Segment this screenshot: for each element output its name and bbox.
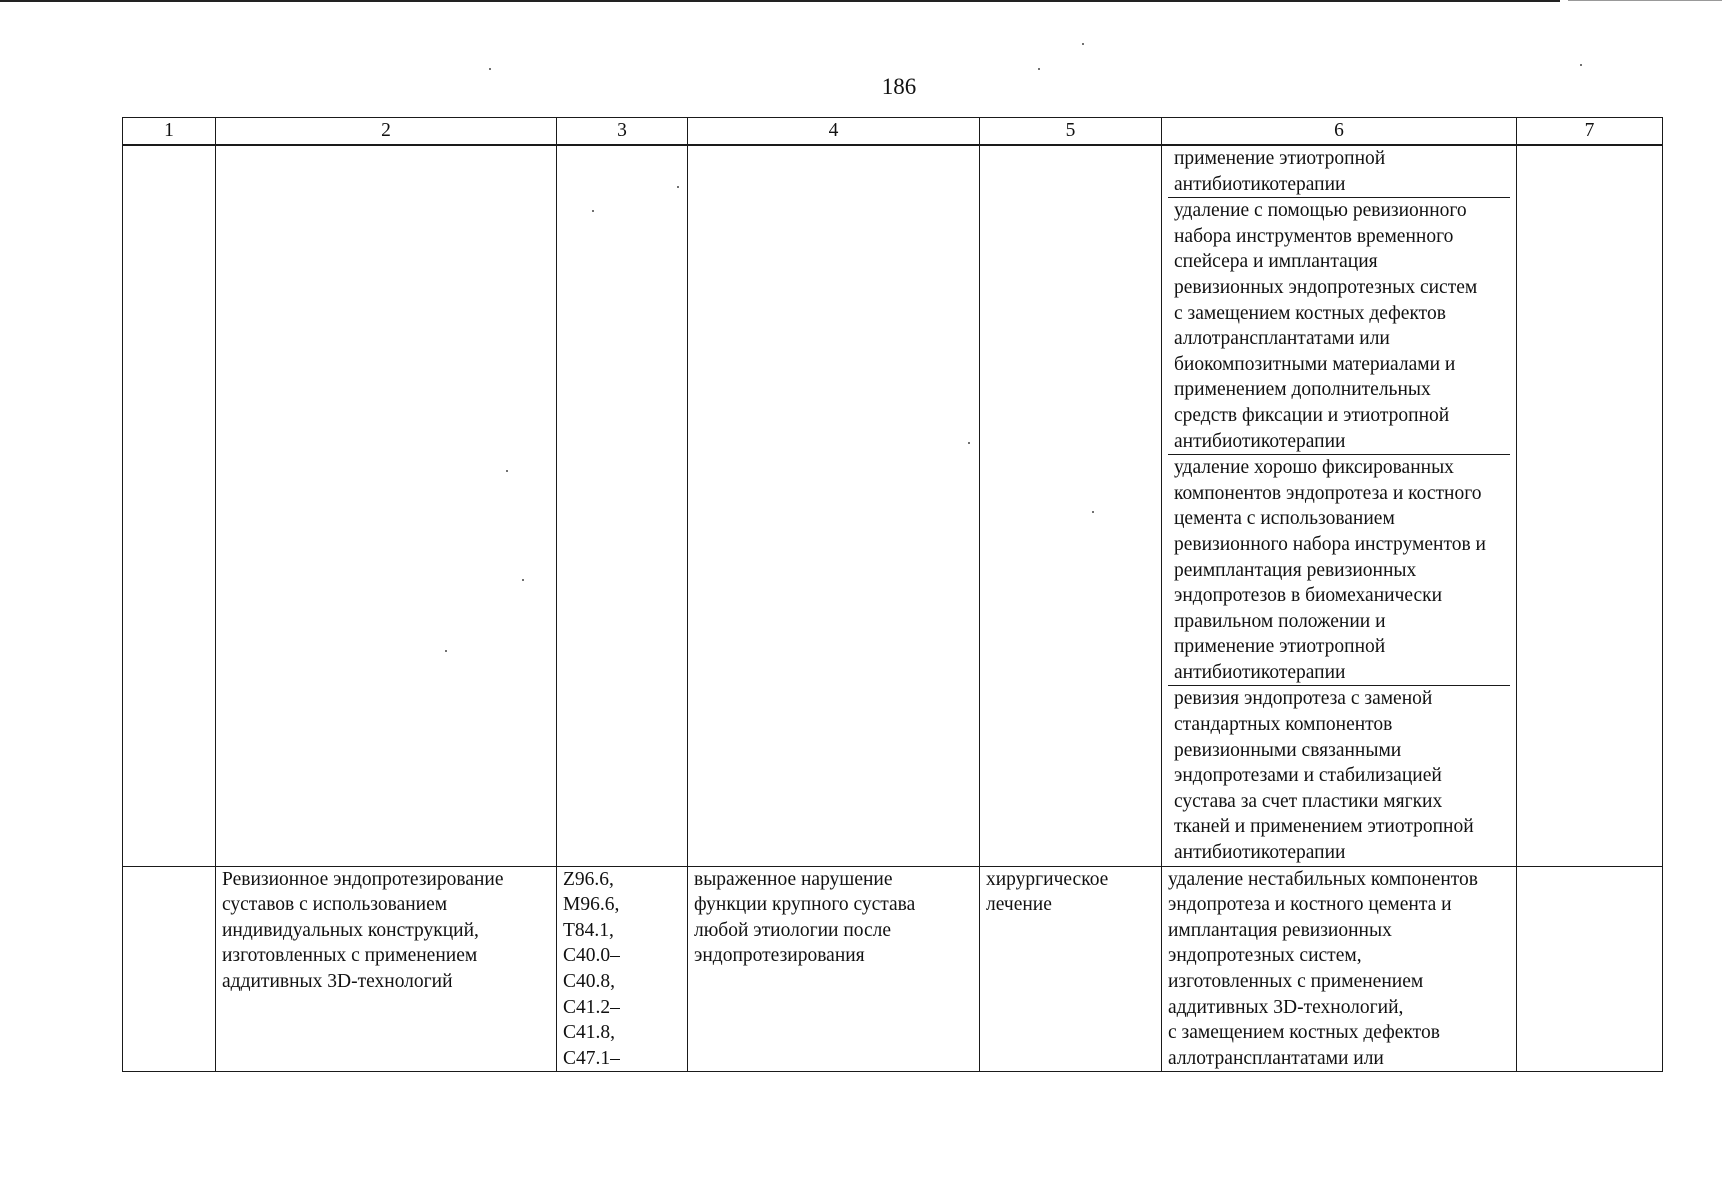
scan-speck <box>506 470 508 472</box>
cell-col-7 <box>1517 145 1663 866</box>
treatment-type: хирургическое лечение <box>986 868 1109 916</box>
header-col-6: 6 <box>1162 118 1517 146</box>
cell-col-4 <box>688 145 980 866</box>
treatment-method-list <box>1168 146 1510 866</box>
header-col-7: 7 <box>1517 118 1663 146</box>
cell-col-6-treatments <box>1162 145 1517 866</box>
diagnosis: выраженное нарушение функции крупного сустава любой этиологии после эндопротезирования <box>694 868 916 967</box>
cell-col-3 <box>557 145 688 866</box>
scan-speck <box>1580 64 1582 66</box>
header-col-5: 5 <box>980 118 1162 146</box>
cell-col-3-icd-codes <box>557 866 688 1072</box>
procedure-name: Ревизионное эндопротезирование суставов с использованием индивидуальных конструкций, изготовленных с применением аддитивных 3D-технологий <box>222 868 504 992</box>
icd-codes: Z96.6, M96.6, T84.1, C40.0– C40.8, C41.2– C41.8, C47.1– <box>563 868 620 1069</box>
procedures-table <box>122 117 1663 1072</box>
treatment-method-item: удаление хорошо фиксированных компонентов эндопротеза и костного цемента с использованием ревизионного набора инструментов и реимплантация ревизионных эндопротезов в биомеханически правильном положении и применение этиотропной антибиотикотерапии <box>1168 455 1510 686</box>
treatment-method: удаление нестабильных компонентов эндопротеза и костного цемента и имплантация ревизионных эндопротезных систем, изготовленных с применением аддитивных 3D-технологий, с замещением костных дефектов аллотрансплантатами или <box>1168 868 1478 1069</box>
cell-col-4-diagnosis <box>688 866 980 1072</box>
cell-col-2 <box>216 145 557 866</box>
header-col-2: 2 <box>216 118 557 146</box>
scan-speck <box>1038 68 1040 70</box>
treatment-method-item: применение этиотропной антибиотикотерапии <box>1168 146 1510 198</box>
cell-col-2-procedure-name <box>216 866 557 1072</box>
scan-speck <box>1092 511 1094 513</box>
cell-col-5-treatment-type <box>980 866 1162 1072</box>
table-header-row <box>123 118 1663 146</box>
scan-speck <box>677 186 679 188</box>
table-row-revision-3d <box>123 866 1663 1072</box>
cell-col-1 <box>123 145 216 866</box>
header-col-4: 4 <box>688 118 980 146</box>
cell-col-7 <box>1517 866 1663 1072</box>
top-page-rule <box>0 0 1560 2</box>
table-row-continuation <box>123 145 1663 866</box>
cell-col-1 <box>123 866 216 1072</box>
header-col-3: 3 <box>557 118 688 146</box>
top-page-rule-faint <box>1568 0 1722 1</box>
scan-speck <box>489 68 491 70</box>
scan-speck <box>522 579 524 581</box>
cell-col-5 <box>980 145 1162 866</box>
treatment-method-item: удаление с помощью ревизионного набора инструментов временного спейсера и имплантация ревизионных эндопротезных систем с замещением костных дефектов аллотрансплантатами или биокомпозитными материалами и применением дополнительных средств фиксации и этиотропной антибиотикотерапии <box>1168 198 1510 455</box>
treatment-method-item: ревизия эндопротеза с заменой стандартных компонентов ревизионными связанными эндопротезами и стабилизацией сустава за счет пластики мягких тканей и применением этиотропной антибиотикотерапии <box>1174 688 1474 864</box>
header-col-1: 1 <box>123 118 216 146</box>
scan-speck <box>445 650 447 652</box>
scan-speck <box>968 442 970 444</box>
cell-col-6-treatment-method <box>1162 866 1517 1072</box>
scan-speck <box>1082 43 1084 45</box>
page-number: 186 <box>881 74 917 99</box>
scan-speck <box>592 210 594 212</box>
